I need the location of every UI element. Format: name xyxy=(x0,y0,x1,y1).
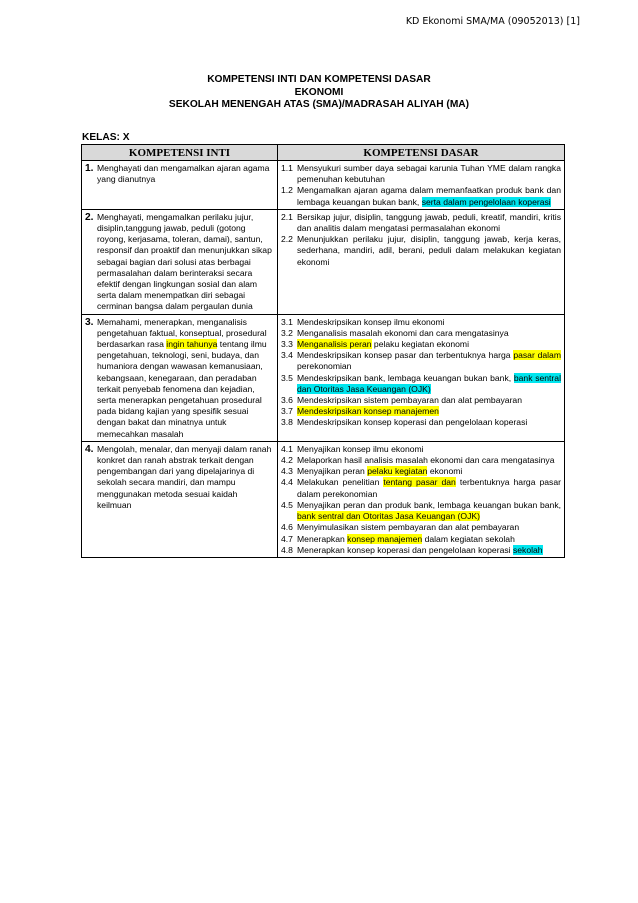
text-segment: Mengamalkan ajaran agama dalam memanfaatkan produk bank dan lembaga keuangan bukan bank, xyxy=(297,185,561,207)
text-segment: dalam kegiatan sekolah xyxy=(422,533,515,544)
text-segment: Menghayati, mengamalkan perilaku jujur, disiplin,tanggung jawab, peduli (gotong royong, kerjasama, toleran, damai), santun, responsif dan proaktif dan menunjukkan sikap sebagai bagian dari solusi atas berbagai permasalahan dalam berinteraksi secara efektif dengan lingkungan sosial dan alam serta dalam menempatkan diri sebagai cerminan bangsa dalam pergaulan dunia xyxy=(97,211,272,312)
text-segment: Mendeskripsikan konsep ilmu ekonomi xyxy=(297,316,445,327)
title-line-1: KOMPETENSI INTI DAN KOMPETENSI DASAR xyxy=(207,74,431,85)
ki-number: 3. xyxy=(85,316,94,328)
ki-text xyxy=(97,317,274,440)
kd-item xyxy=(281,417,561,428)
kd-item xyxy=(281,477,561,499)
text-segment: Memahami, menerapkan, menganalisis pengetahuan faktual, konseptual, prosedural berdasarkan rasa xyxy=(97,316,267,350)
text-segment: Mendeskripsikan konsep koperasi dan pengelolaan koperasi xyxy=(297,417,528,428)
kd-number: 3.7 xyxy=(281,406,293,417)
kd-number: 4.4 xyxy=(281,477,293,488)
table-row xyxy=(82,161,565,210)
kd-number: 4.7 xyxy=(281,533,293,544)
kd-item xyxy=(281,185,561,207)
highlighted-text: serta dalam pengelolaan koperasi xyxy=(421,196,551,207)
kd-cell xyxy=(278,161,565,210)
kd-number: 4.3 xyxy=(281,466,293,477)
kd-number: 3.1 xyxy=(281,316,293,327)
kd-text xyxy=(297,444,561,455)
highlighted-text: bank sentral dan Otoritas Jasa Keuangan (OJK) xyxy=(297,372,561,394)
kd-text xyxy=(297,395,561,406)
kd-number: 4.6 xyxy=(281,522,293,533)
ki-number: 2. xyxy=(85,211,94,223)
text-segment: terbentuknya harga pasar dalam perekonomian xyxy=(297,477,561,499)
text-segment: Menunjukkan perilaku jujur, disiplin, tanggung jawab, kerja keras, sederhana, mandiri, adil, berani, peduli dalam melakukan kegiatan ekonomi xyxy=(297,234,561,267)
kd-item xyxy=(281,500,561,522)
text-segment: Menerapkan xyxy=(297,533,348,544)
kd-number: 3.2 xyxy=(281,327,293,338)
kd-text xyxy=(297,466,561,477)
text-segment: tentang ilmu pengetahuan, teknologi, seni, budaya, dan humaniora dengan wawasan kemanusiaan, kebangsaan, kenegaraan, dan peradaban terkait penyebab fenomena dan kejadian, serta menerapkan pengetahuan prosedural pada bidang kajian yang spesifik sesuai dengan bakat dan minatnya untuk memecahkan masalah xyxy=(97,339,267,439)
kd-item xyxy=(281,373,561,395)
kd-number: 3.6 xyxy=(281,395,293,406)
text-segment: pelaku kegiatan ekonomi xyxy=(371,339,469,350)
text-segment: Menghayati dan mengamalkan ajaran agama yang dianutnya xyxy=(97,163,270,185)
kd-text xyxy=(297,339,561,350)
kd-number: 3.8 xyxy=(281,417,293,428)
table-row xyxy=(82,441,565,557)
text-segment: Menyimulasikan sistem pembayaran dan alat pembayaran xyxy=(297,522,520,533)
kd-number: 3.3 xyxy=(281,339,293,350)
text-segment: Menerapkan konsep koperasi dan pengelolaan koperasi xyxy=(297,544,513,555)
table-header-row xyxy=(82,145,565,161)
text-segment: perekonomian xyxy=(297,361,352,372)
table-body xyxy=(82,161,565,558)
ki-cell xyxy=(82,314,278,441)
kd-number: 3.4 xyxy=(281,350,293,361)
highlighted-text: sekolah xyxy=(512,544,543,555)
kd-item xyxy=(281,466,561,477)
kd-item xyxy=(281,534,561,545)
highlighted-text: bank sentral dan Otoritas Jasa Keuangan (OJK) xyxy=(297,511,480,522)
text-segment: Menyajikan peran xyxy=(297,466,368,477)
highlighted-text: Menganalisis peran xyxy=(297,339,372,350)
kd-item xyxy=(281,339,561,350)
text-segment: Mendeskripsikan sistem pembayaran dan alat pembayaran xyxy=(297,395,522,406)
kd-number: 4.8 xyxy=(281,544,293,555)
kd-item xyxy=(281,395,561,406)
ki-text xyxy=(97,163,274,185)
highlighted-text: konsep manajemen xyxy=(347,533,423,544)
page-header-ref: KD Ekonomi SMA/MA (09052013) [1] xyxy=(405,16,580,27)
text-segment: Mensyukuri sumber daya sebagai karunia Tuhan YME dalam rangka pemenuhan kebutuhan xyxy=(297,163,561,185)
ki-number: 4. xyxy=(85,443,94,455)
kd-item xyxy=(281,234,561,268)
kd-number: 4.1 xyxy=(281,443,293,454)
title-line-2: EKONOMI xyxy=(294,86,344,98)
kd-text xyxy=(297,350,561,372)
kd-number: 1.1 xyxy=(281,163,293,173)
text-segment: Melaporkan hasil analisis masalah ekonomi dan cara mengatasinya xyxy=(297,455,555,466)
ki-cell xyxy=(82,161,278,210)
kd-text xyxy=(297,455,561,466)
ki-number: 1. xyxy=(85,163,94,174)
kd-number: 2.2 xyxy=(281,234,293,245)
kd-text xyxy=(297,163,561,185)
text-segment: ekonomi xyxy=(427,466,463,477)
kd-cell xyxy=(278,209,565,314)
kd-number: 4.2 xyxy=(281,455,293,466)
header-kompetensi-dasar: KOMPETENSI DASAR xyxy=(278,145,565,161)
kd-text xyxy=(297,522,561,533)
kd-text xyxy=(297,373,561,395)
text-segment: Mendeskripsikan bank, lembaga keuangan bukan bank, xyxy=(297,372,514,383)
kd-cell xyxy=(278,314,565,441)
title-line-3: SEKOLAH MENENGAH ATAS (SMA)/MADRASAH ALIYAH (MA) xyxy=(168,99,470,110)
ki-cell xyxy=(82,209,278,314)
kd-text xyxy=(297,234,561,268)
kd-item xyxy=(281,522,561,533)
text-segment: Mendeskripsikan konsep pasar dan terbentuknya harga xyxy=(297,350,514,361)
header-kompetensi-inti: KOMPETENSI INTI xyxy=(82,145,278,161)
kd-number: 3.5 xyxy=(281,372,293,383)
kd-cell xyxy=(278,441,565,557)
kd-text xyxy=(297,534,561,545)
kd-text xyxy=(297,328,561,339)
highlighted-text: ingin tahunya xyxy=(166,339,218,350)
kd-text xyxy=(297,406,561,417)
ki-cell xyxy=(82,441,278,557)
kd-text xyxy=(297,500,561,522)
highlighted-text: tentang pasar dan xyxy=(383,477,456,488)
text-segment: Mengolah, menalar, dan menyaji dalam ranah konkret dan ranah abstrak terkait dengan pengembangan dari yang dipelajarinya di sekolah secara mandiri, dan mampu menggunakan metoda sesuai kaidah keilmuan xyxy=(97,443,272,510)
kd-text xyxy=(297,185,561,207)
highlighted-text: Mendeskripsikan konsep manajemen xyxy=(297,406,439,417)
kd-number: 4.5 xyxy=(281,499,293,510)
kd-item xyxy=(281,444,561,455)
kd-item xyxy=(281,406,561,417)
table-row xyxy=(82,314,565,441)
document-title xyxy=(0,74,638,112)
kd-text xyxy=(297,477,561,499)
kd-item xyxy=(281,163,561,185)
text-segment: Menyajikan konsep ilmu ekonomi xyxy=(297,443,424,454)
ki-text xyxy=(97,212,274,313)
kd-item xyxy=(281,212,561,234)
kd-text xyxy=(297,317,561,328)
competency-table xyxy=(81,144,565,558)
highlighted-text: pasar dalam xyxy=(513,350,561,361)
table-row xyxy=(82,209,565,314)
kd-item xyxy=(281,545,561,556)
kd-text xyxy=(297,417,561,428)
kd-item xyxy=(281,328,561,339)
class-label: KELAS: X xyxy=(82,132,130,143)
kd-item xyxy=(281,350,561,372)
kd-text xyxy=(297,212,561,234)
kd-item xyxy=(281,455,561,466)
kd-text xyxy=(297,545,561,556)
text-segment: Menyajikan peran dan produk bank, lembaga keuangan bukan bank, xyxy=(297,499,561,510)
text-segment: Menganalisis masalah ekonomi dan cara mengatasinya xyxy=(297,327,509,338)
highlighted-text: pelaku kegiatan xyxy=(367,466,428,477)
ki-text xyxy=(97,444,274,511)
kd-number: 2.1 xyxy=(281,211,293,222)
kd-number: 1.2 xyxy=(281,185,293,196)
text-segment: Bersikap jujur, disiplin, tanggung jawab, peduli, kreatif, mandiri, kritis dan analitis dalam mengatasi permasalahan ekonomi xyxy=(297,211,561,234)
text-segment: Melakukan penelitian xyxy=(297,477,384,488)
kd-item xyxy=(281,317,561,328)
